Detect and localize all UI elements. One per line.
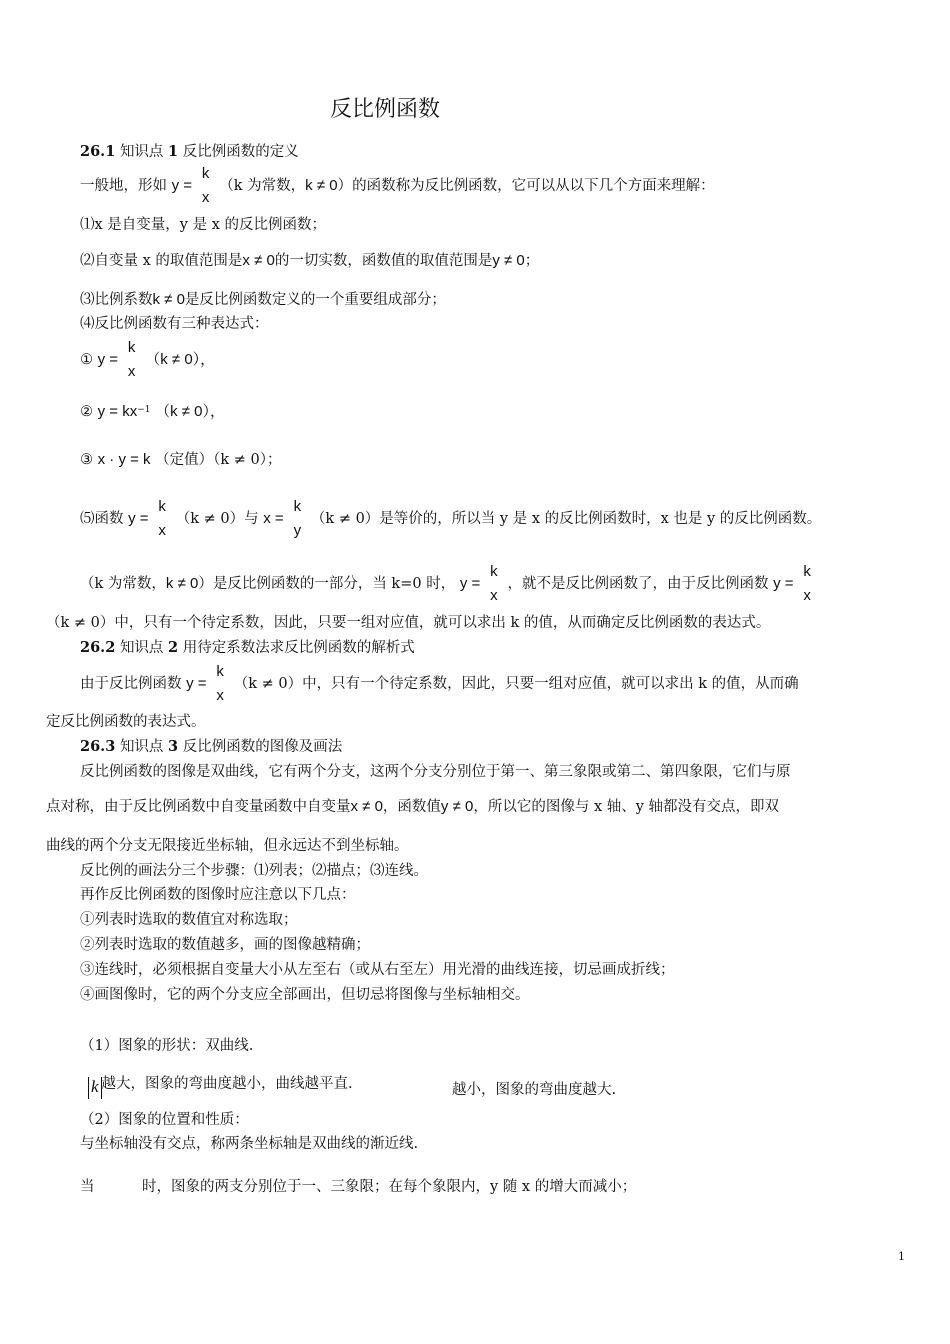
s3-note-4: ④画图像时，它的两个分支应全部画出，但切忌将图像与坐标轴相交。 <box>80 987 530 1003</box>
section-number: 26.1 <box>80 143 116 160</box>
text: ）的函数称为反比例函数，它可以从以下几个方面来理解： <box>337 178 715 194</box>
page-number: 1 <box>898 1250 905 1263</box>
text: ，就不是反比例函数了，由于反比例函数 <box>507 576 769 592</box>
text: 一般地，形如 <box>80 178 167 194</box>
s3-paragraph-3: 曲线的两个分支无限接近坐标轴，但永远达不到坐标轴。 <box>46 838 409 854</box>
section-number: 26.3 <box>80 738 116 755</box>
heading-text: 用待定系数法求反比例函数的解析式 <box>182 640 415 656</box>
denominator: x <box>216 687 224 704</box>
text: （k ≠ 0）中，只有一个待定系数，因此，只要一组对应值，就可以求出 k 的值，从而确 <box>233 676 799 692</box>
denominator: y <box>293 522 302 539</box>
formula-text: y = <box>459 575 481 592</box>
heading-text: 反比例函数的定义 <box>182 144 299 160</box>
text: ⑵自变量 x 的取值范围是 <box>80 253 243 269</box>
formula-text: y = <box>128 510 149 527</box>
formula-text: y ≠ 0 <box>440 798 474 815</box>
text: （定值）（k ≠ 0）； <box>155 452 282 468</box>
formula-text: k ≠ 0 <box>152 291 185 308</box>
formula-text: x ≠ 0 <box>350 798 383 815</box>
text: 越大，图象的弯曲度越小，曲线越平直. <box>101 1076 353 1092</box>
point-7: （k ≠ 0）中，只有一个待定系数，因此，只要一组对应值，就可以求出 k 的值，从而确定反比例函数的表达式。 <box>46 615 771 631</box>
heading-label: 知识点 <box>119 739 164 755</box>
point-1: ⑴x 是自变量，y 是 x 的反比例函数； <box>80 217 326 233</box>
fraction <box>125 338 139 382</box>
section-number: 26.2 <box>80 639 116 656</box>
formula-text: x = <box>263 510 284 527</box>
section-heading-26-2 <box>80 638 415 658</box>
point-5 <box>80 497 821 541</box>
text: ，函数值 <box>382 799 441 815</box>
numerator: k <box>803 563 811 580</box>
section-heading-26-1 <box>80 142 299 162</box>
formula-text: y = <box>97 351 119 368</box>
s3-note-2: ②列表时选取的数值越多，画的图像越精确； <box>80 937 370 953</box>
s3-note-1: ①列表时选取的数值宜对称选取； <box>80 912 298 928</box>
fraction <box>199 164 213 208</box>
list-marker: ③ <box>80 452 93 468</box>
graph-k-line-b: 越小，图象的弯曲度越大. <box>452 1082 617 1098</box>
heading-label: 知识点 <box>119 144 164 160</box>
list-marker: ① <box>80 352 93 368</box>
denominator: x <box>490 587 498 604</box>
knowledge-point-number: 2 <box>168 639 179 656</box>
page-title: 反比例函数 <box>330 97 441 122</box>
s3-notes-intro: 再作反比例函数的图像时应注意以下几点： <box>80 887 356 903</box>
graph-case-a: 当 <box>80 1179 95 1195</box>
text: 点对称，由于反比例函数中自变量函数中自变量 <box>46 799 351 815</box>
point-6 <box>80 562 816 606</box>
text: （k 为常数， <box>219 178 306 194</box>
denominator: x <box>201 189 210 206</box>
expression-1 <box>80 338 215 382</box>
s2-paragraph-cont: 定反比例函数的表达式。 <box>46 714 206 730</box>
numerator: k <box>490 563 498 580</box>
denominator: x <box>803 587 811 604</box>
text: 的一切实数，函数值的取值范围是 <box>274 253 493 269</box>
fraction <box>800 562 814 606</box>
s3-paragraph-1: 反比例函数的图像是双曲线，它有两个分支，这两个分支分别位于第一、第三象限或第二、第四象限，它们与原 <box>80 764 791 780</box>
heading-label: 知识点 <box>119 640 164 656</box>
graph-case-b: 时，图象的两支分别位于一、三象限；在每个象限内，y 随 x 的增大而减小； <box>142 1179 637 1195</box>
text: （k ≠ 0）是等价的，所以当 y 是 x 的反比例函数时，x 也是 y 的反比例函数。 <box>310 511 822 527</box>
graph-position: （2）图象的位置和性质： <box>80 1112 249 1128</box>
section-heading-26-3 <box>80 737 342 757</box>
expression-2 <box>80 400 225 422</box>
knowledge-point-number: 1 <box>168 143 179 160</box>
denominator: x <box>158 522 166 539</box>
graph-k-line <box>88 1074 353 1099</box>
numerator: k <box>127 339 136 356</box>
formula-text: x · y = k <box>97 451 151 468</box>
formula-text: y = <box>171 177 193 194</box>
numerator: k <box>158 498 166 515</box>
formula-text: k ≠ 0 <box>305 177 338 194</box>
expression-3 <box>80 450 282 470</box>
text: （k ≠ 0）与 <box>175 511 259 527</box>
list-marker: ② <box>80 404 93 420</box>
s2-paragraph <box>80 662 799 706</box>
text: 是反比例函数定义的一个重要组成部分； <box>184 292 446 308</box>
abs-k-symbol: k <box>88 1077 102 1099</box>
fraction <box>290 497 304 541</box>
point-3 <box>80 290 446 310</box>
graph-asymptote: 与坐标轴没有交点，称两条坐标轴是双曲线的渐近线. <box>80 1136 419 1152</box>
point-2 <box>80 251 539 271</box>
numerator: k <box>293 498 302 515</box>
text: （k 为常数， <box>80 576 166 592</box>
exponent: −1 <box>137 405 151 415</box>
point-4: ⑷反比例函数有三种表达式： <box>80 316 269 332</box>
fraction <box>213 662 227 706</box>
numerator: k <box>201 165 210 182</box>
formula-text: （k ≠ 0）， <box>145 351 216 368</box>
s3-paragraph-2 <box>46 797 779 817</box>
s3-steps: 反比例的画法分三个步骤：⑴列表；⑵描点；⑶连线。 <box>80 863 428 879</box>
heading-text: 反比例函数的图像及画法 <box>182 739 343 755</box>
formula-text: y = <box>186 675 207 692</box>
fraction <box>487 562 501 606</box>
formula-text: y ≠ 0 <box>492 252 525 269</box>
definition-line <box>80 164 715 208</box>
formula-text: （k ≠ 0）， <box>155 403 226 420</box>
fraction <box>155 497 169 541</box>
text: ⑸函数 <box>80 511 124 527</box>
formula-text: x ≠ 0 <box>242 252 275 269</box>
knowledge-point-number: 3 <box>168 738 179 755</box>
denominator: x <box>127 363 136 380</box>
text: ，所以它的图像与 x 轴、y 轴都没有交点，即双 <box>473 799 780 815</box>
formula-text: y = <box>773 575 794 592</box>
graph-shape: （1）图象的形状：双曲线. <box>80 1038 254 1054</box>
text: 由于反比例函数 <box>80 676 182 692</box>
text: ⑶比例系数 <box>80 292 153 308</box>
text: ）是反比例函数的一部分，当 k=0 时， <box>198 576 456 592</box>
formula-text: k ≠ 0 <box>165 575 199 592</box>
text: ； <box>524 253 540 269</box>
formula-text: y = kx <box>97 403 138 420</box>
numerator: k <box>216 663 224 680</box>
s3-note-3: ③连线时，必须根据自变量大小从左至右（或从右至左）用光滑的曲线连接，切忌画成折线； <box>80 962 675 978</box>
